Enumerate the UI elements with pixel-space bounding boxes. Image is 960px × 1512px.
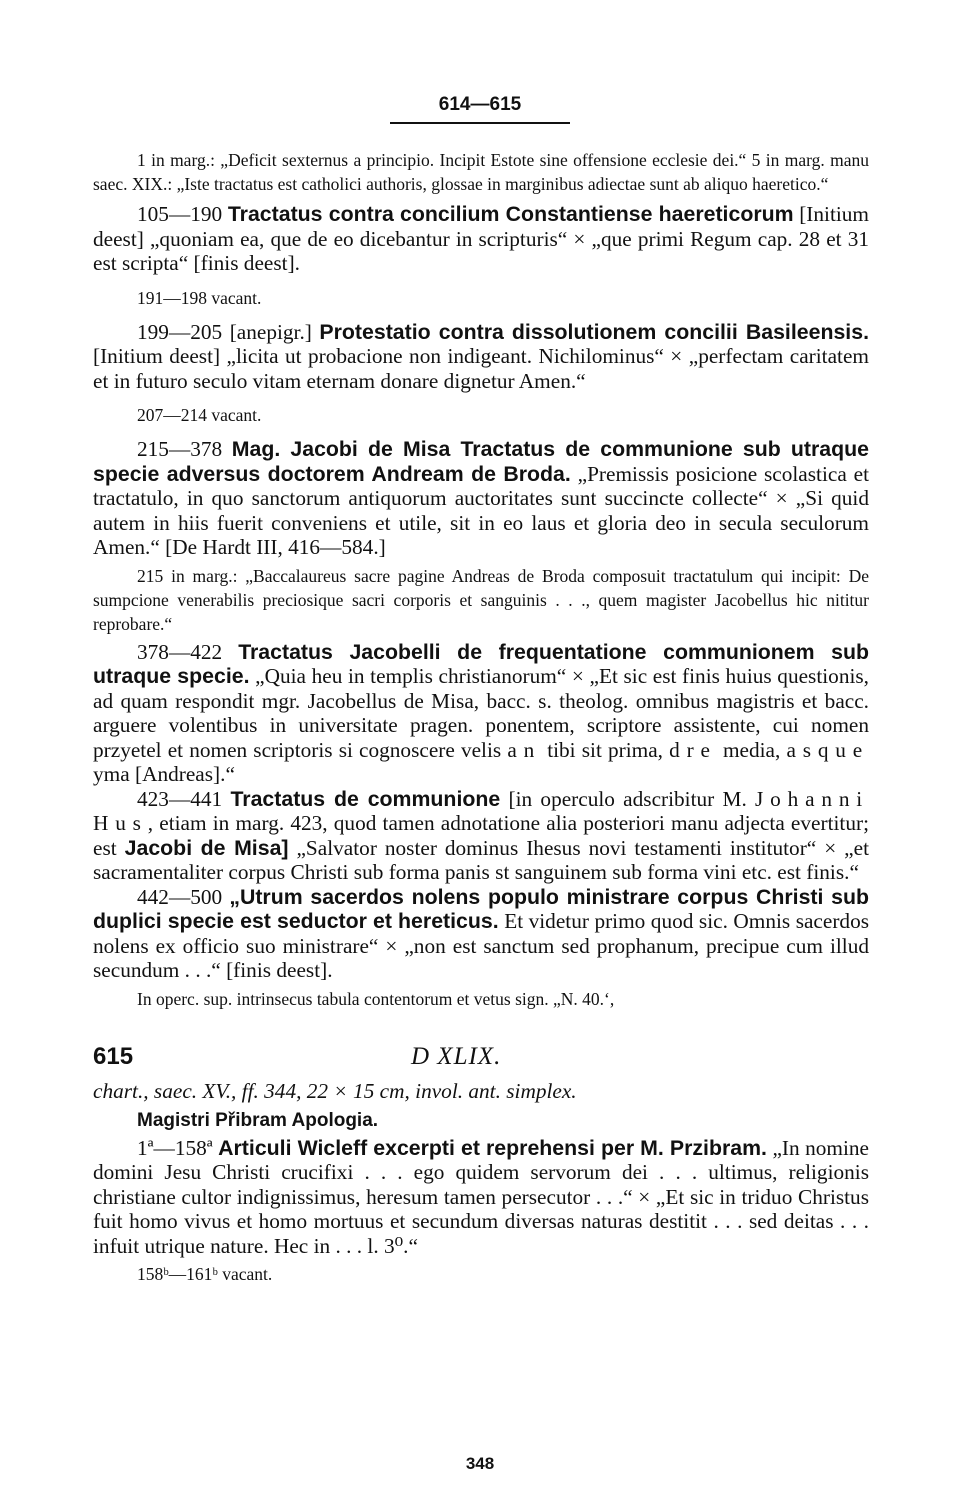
running-head: 614—615 <box>438 94 522 115</box>
entry-text: [in operculo adscribitur M. <box>508 786 747 811</box>
entry-105-190 <box>93 202 869 276</box>
entry-text: „Premissis posicione scolastica et tractatulo, in quo sanctorum antiquorum auctoritates sunt succincte collecte“ × „Si quid autem in hiis fuerit conveniens et utile, sit in eo laus et gloria deo in secula seculorum Amen.“ [De Hardt III, 416—584.] <box>93 461 869 559</box>
spaced-dre: dre <box>669 737 717 762</box>
entry-ref: 1ª—158ª <box>137 1135 213 1160</box>
entry-title: Tractatus de communione <box>230 786 501 811</box>
entry-title: Tractatus Jacobelli de frequentatione communionem sub utraque specie. <box>93 639 869 688</box>
entry-378-422 <box>93 640 869 787</box>
physical-description: chart., saec. XV., ff. 344, 22 × 15 cm, invol. ant. simplex. <box>93 1078 577 1103</box>
entry-1a-158a <box>93 1136 869 1259</box>
vacant-207-214: 207—214 vacant. <box>137 405 262 425</box>
entry-title: Protestatio contra dissolutionem concilii Basileensis. <box>319 319 869 344</box>
entry-text-2: tibi sit prima, <box>547 737 663 762</box>
section-signature: D XLIX. <box>411 1042 502 1070</box>
entry-bold-author: Jacobi de Misa] <box>124 835 289 860</box>
entry-text-2: , etiam in marg. 423, quod tamen adnotatione alia posteriori manu adjecta evertitur; est <box>93 811 869 860</box>
section-number: 615 <box>93 1042 134 1070</box>
entry-423-441 <box>93 787 869 885</box>
page-number: 348 <box>465 1454 495 1473</box>
entry-title: Articuli Wicleff excerpti et reprehensi per M. Przibram. <box>218 1135 767 1160</box>
spaced-name-hus: Johanni Hus <box>93 786 870 835</box>
note-215: 215 in marg.: „Baccalaureus sacre pagine Andreas de Broda composuit tractatulum qui incipit: De sumpcione venerabilis preciosique sacri corporis et sanguinis . . ., quem magister Jacobellus hic nititur reprobare.“ <box>93 565 869 634</box>
vacant-158b-161b: 158ᵇ—161ᵇ vacant. <box>137 1264 273 1284</box>
entry-ref: 378—422 <box>137 639 223 664</box>
entry-text: [Initium deest] „quoniam ea, que de eo dicebantur in scripturis“ × „que primi Regum cap. 28 et 31 est scripta“ [finis deest]. <box>93 202 870 275</box>
entry-text: „Quia heu in templis christianorum“ × „Et sic est finis huius questionis, ad quam respondit mgr. Jacobellus de Misa, bacc. s. theolog. omnibus magistris et bacc. arguere volentibus in universitate pragen. ponentem, scriptore assistente, cui nomen przyetel et nomen scriptoris si cognoscere velis <box>93 664 869 762</box>
entry-text-4: yma [Andreas].“ <box>93 762 235 786</box>
entry-title: Mag. Jacobi de Misa Tractatus de communione sub utraque specie adversus doctorem Andream de Broda. <box>93 437 869 486</box>
entry-text-3: media, <box>722 737 781 762</box>
entry-199-205 <box>93 320 869 394</box>
entry-text: Et videtur primo quod sic. Omnis sacerdos nolens ex officio suo ministrare“ × „non est sanctum sed prophanum, precipue cum illud secundum . . .“ [finis deest]. <box>93 909 870 982</box>
note-operculum: In operc. sup. intrinsecus tabula contentorum et vetus sign. „N. 40.‘, <box>137 988 615 1009</box>
running-head-rule <box>390 122 570 124</box>
section-heading-615 <box>93 1043 869 1071</box>
spaced-an: an <box>507 737 542 762</box>
manuscript-title <box>93 1110 869 1132</box>
entry-title: Tractatus contra concilium Constantiense haereticorum <box>227 202 794 226</box>
entry-title: „Utrum sacerdos nolens populo ministrare corpus Christi sub duplici specie est seductor et hereticus. <box>93 884 870 933</box>
entry-text: „In nomine domini Jesu Christi crucifixi . . . ego quidem servorum dei . . . ultimus, religionis christiane cultor indignissimus, heresum tamen persecutor . . .“ × „Et sic in triduo Christus fuit homo vivus et homo mortuus et secundum diversas naturas destitit . . . sed deitas . . . infuit utrique nature. Hec in . . . l. 3⁰.“ <box>93 1135 870 1258</box>
footnote-614: 1 in marg.: „Deficit sexternus a principio. Incipit Estote sine offensione ecclesie dei.“ 5 in marg. manu saec. XIX.: „Iste tractatus est catholici authoris, glossae in marginibus adiectae sunt ab aliquo haeretico.“ <box>93 150 869 194</box>
entry-ref: 423—441 <box>137 786 223 811</box>
entry-ref: 105—190 <box>137 202 223 226</box>
manuscript-title-text: Magistri Přibram Apologia. <box>137 1109 379 1131</box>
entry-ref: 199—205 [anepigr.] <box>137 319 312 344</box>
entry-442-500 <box>93 885 869 983</box>
vacant-191-198: 191—198 vacant. <box>137 287 262 308</box>
entry-215-378 <box>93 437 869 560</box>
entry-text: [Initium deest] „licita ut probacione non indigeant. Nichilominus“ × „perfectam caritatem et in futuro seculo vitam eternam donare dignetur Amen.“ <box>93 344 869 393</box>
spaced-asque: asque <box>786 737 870 762</box>
entry-text-3: „Salvator noster dominus Ihesus novi testamenti institutor“ × „et sacramentaliter corpus Christi sub forma panis st sanguinem sub forma vini etc. est finis.“ <box>93 835 870 884</box>
entry-ref: 215—378 <box>137 437 223 461</box>
page-body <box>93 148 869 1286</box>
entry-ref: 442—500 <box>137 884 223 909</box>
